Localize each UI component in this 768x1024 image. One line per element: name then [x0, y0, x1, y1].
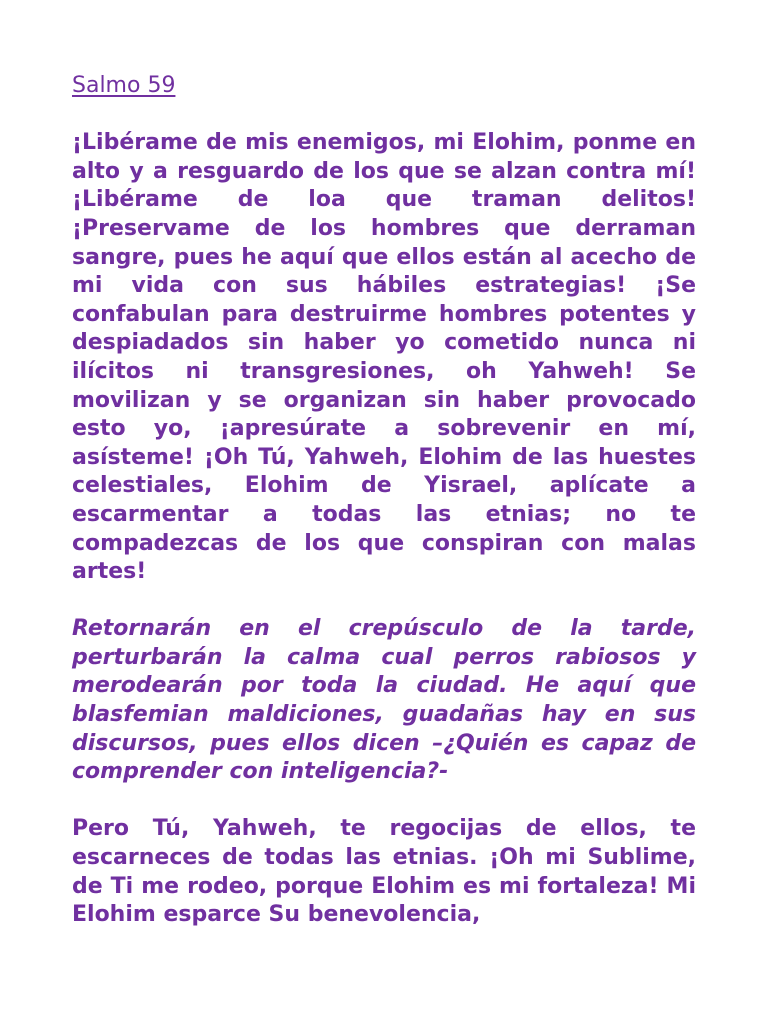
document-page — [72, 72, 696, 958]
paragraph-1: ¡Libérame de mis enemigos, mi Elohim, ponme en alto y a resguardo de los que se alzan contra mí! ¡Libérame de loa que traman delitos! ¡Preservame de los hombres que derraman sangre, pues he aquí que ellos están al acecho de mi vida con sus hábiles estrategias! ¡Se confabulan para destruirme hombres potentes y despiadados sin haber yo cometido nunca ni ilícitos ni transgresiones, oh Yahweh! Se movilizan y se organizan sin haber provocado esto yo, ¡apresúrate a sobrevenir en mí, asísteme! ¡Oh Tú, Yahweh, Elohim de las huestes celestiales, Elohim de Yisrael, aplícate a escarmentar a todas las etnias; no te compadezcas de los que conspiran con malas artes! — [72, 130, 696, 585]
document-title: Salmo 59 — [72, 73, 176, 98]
paragraph-3: Pero Tú, Yahweh, te regocijas de ellos, te escarneces de todas las etnias. ¡Oh mi Sublime, de Ti me rodeo, porque Elohim es mi fortaleza! Mi Elohim esparce Su benevolencia, — [72, 816, 696, 928]
paragraph-2: Retornarán en el crepúsculo de la tarde, perturbarán la calma cual perros rabiosos y merodearán por toda la ciudad. He aquí que blasfemian maldiciones, guadañas hay en sus discursos, pues ellos dicen –¿Quién es capaz de comprender con inteligencia?- — [72, 616, 696, 785]
